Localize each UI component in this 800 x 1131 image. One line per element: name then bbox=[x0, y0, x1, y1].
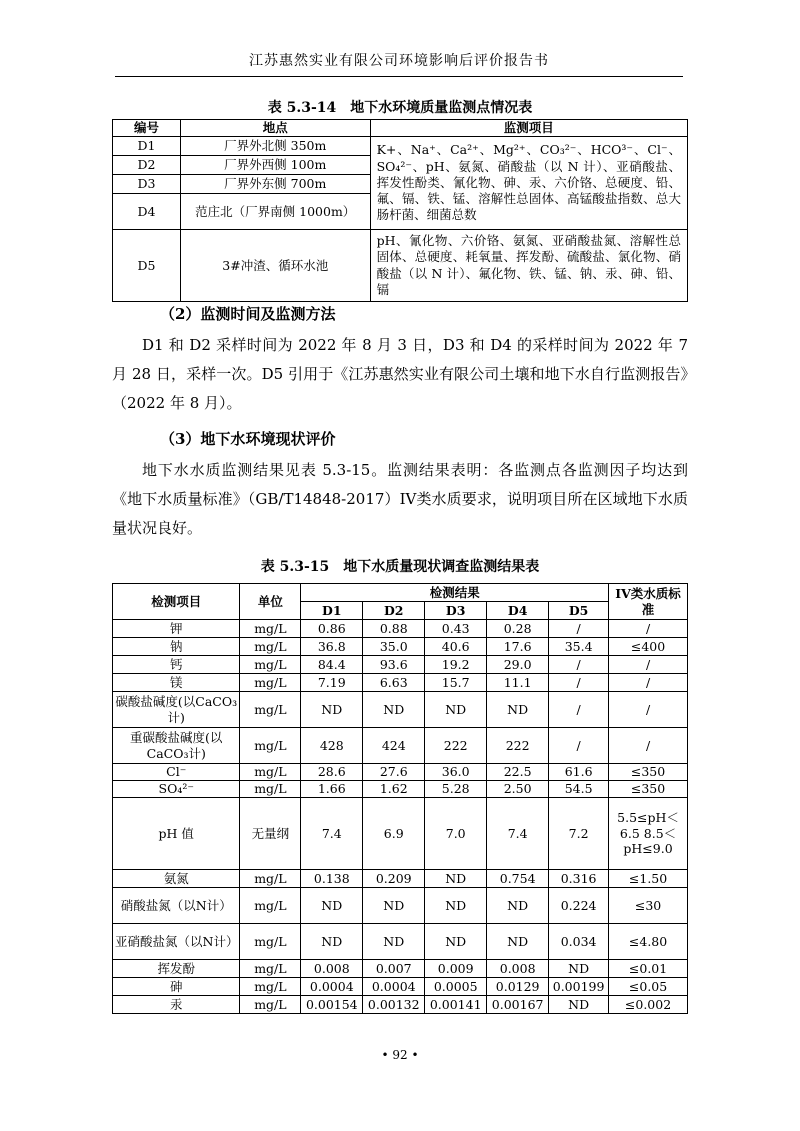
table2-cell-std: ≤1.50 bbox=[609, 870, 688, 888]
table2-cell-std: / bbox=[609, 728, 688, 764]
table2-cell-d3: 222 bbox=[425, 728, 487, 764]
table1-cell-id: D5 bbox=[113, 230, 181, 302]
table2-cell-d1: ND bbox=[301, 924, 363, 960]
table2-cell-d5: 7.2 bbox=[549, 798, 609, 870]
table2-cell-d1: 36.8 bbox=[301, 638, 363, 656]
table2-cell-std: / bbox=[609, 620, 688, 638]
table2-cell-std: ≤350 bbox=[609, 764, 688, 781]
table2-cell-unit: mg/L bbox=[240, 924, 301, 960]
table2-cell-d3: ND bbox=[425, 888, 487, 924]
table2-header-unit: 单位 bbox=[240, 584, 301, 620]
table2-cell-d3: 0.43 bbox=[425, 620, 487, 638]
table2-cell-d4: 0.0129 bbox=[487, 978, 549, 996]
table2-cell-d1: 0.0004 bbox=[301, 978, 363, 996]
table-row bbox=[113, 764, 688, 781]
table-row bbox=[113, 781, 688, 798]
table2-cell-d3: 15.7 bbox=[425, 674, 487, 692]
header-rule bbox=[115, 76, 683, 77]
table2-cell-d5: / bbox=[549, 728, 609, 764]
table2-cell-d3: 0.009 bbox=[425, 960, 487, 978]
table-row bbox=[113, 620, 688, 638]
table2-cell-unit: mg/L bbox=[240, 870, 301, 888]
table1-cell-location: 范庄北（厂界南侧 1000m） bbox=[180, 194, 370, 230]
table1-cell-location: 厂界外北侧 350m bbox=[180, 137, 370, 156]
table2-cell-d3: 0.0005 bbox=[425, 978, 487, 996]
table2-cell-std: 5.5≤pH＜6.5 8.5＜pH≤9.0 bbox=[609, 798, 688, 870]
table2-cell-item: 钙 bbox=[113, 656, 240, 674]
table2-cell-item: 汞 bbox=[113, 996, 240, 1014]
table2-cell-d1: 28.6 bbox=[301, 764, 363, 781]
table2-cell-item: 镁 bbox=[113, 674, 240, 692]
table2-cell-item: Cl⁻ bbox=[113, 764, 240, 781]
table2-cell-d2: ND bbox=[363, 924, 425, 960]
table2-cell-d1: 0.138 bbox=[301, 870, 363, 888]
table2-cell-item: 砷 bbox=[113, 978, 240, 996]
table2-cell-unit: mg/L bbox=[240, 960, 301, 978]
table-row bbox=[113, 960, 688, 978]
table2-cell-d2: 0.007 bbox=[363, 960, 425, 978]
table2-cell-d5: / bbox=[549, 620, 609, 638]
table2-cell-d2: ND bbox=[363, 692, 425, 728]
table2-cell-unit: 无量纲 bbox=[240, 798, 301, 870]
table2-cell-unit: mg/L bbox=[240, 638, 301, 656]
table2-cell-unit: mg/L bbox=[240, 888, 301, 924]
table2-cell-unit: mg/L bbox=[240, 996, 301, 1014]
table2-cell-d3: 40.6 bbox=[425, 638, 487, 656]
table2-cell-unit: mg/L bbox=[240, 674, 301, 692]
table2-cell-item: SO₄²⁻ bbox=[113, 781, 240, 798]
table2-cell-std: ≤0.05 bbox=[609, 978, 688, 996]
table2-cell-d3: 19.2 bbox=[425, 656, 487, 674]
table2-cell-d3: 7.0 bbox=[425, 798, 487, 870]
table2-header-d5: D5 bbox=[549, 602, 609, 620]
table2-cell-unit: mg/L bbox=[240, 764, 301, 781]
table2-cell-d5: ND bbox=[549, 960, 609, 978]
table2-cell-d2: 1.62 bbox=[363, 781, 425, 798]
table2-cell-unit: mg/L bbox=[240, 656, 301, 674]
table1-items-b: pH、氰化物、六价铬、氨氮、亚硝酸盐氮、溶解性总固体、总硬度、耗氧量、挥发酚、硫酸盐、氯化物、硝酸盐（以 N 计）、氟化物、铁、锰、钠、汞、砷、铅、镉 bbox=[370, 230, 687, 302]
table-row bbox=[113, 656, 688, 674]
table2-cell-d5: 0.034 bbox=[549, 924, 609, 960]
table2-cell-d4: 0.00167 bbox=[487, 996, 549, 1014]
table2-cell-d4: 2.50 bbox=[487, 781, 549, 798]
table2-cell-item: 挥发酚 bbox=[113, 960, 240, 978]
table-row bbox=[113, 996, 688, 1014]
table2-cell-d4: 11.1 bbox=[487, 674, 549, 692]
table2-cell-d5: / bbox=[549, 692, 609, 728]
table1-items-a: K+、Na⁺、Ca²⁺、Mg²⁺、CO₃²⁻、HCO³⁻、Cl⁻、SO₄²⁻、pH、氨氮、硝酸盐（以 N 计）、亚硝酸盐、挥发性酚类、氰化物、砷、汞、六价铬、总硬度、铅、氟、镉、铁、锰、溶解性总固体、高锰酸盐指数、总大肠杆菌、细菌总数 bbox=[370, 137, 687, 230]
table2-cell-d1: 0.00154 bbox=[301, 996, 363, 1014]
table-row bbox=[113, 692, 688, 728]
table2-cell-d4: 222 bbox=[487, 728, 549, 764]
table2-header-d1: D1 bbox=[301, 602, 363, 620]
table2-cell-d3: ND bbox=[425, 692, 487, 728]
table2-cell-d1: 7.19 bbox=[301, 674, 363, 692]
page-header: 江苏惠然实业有限公司环境影响后评价报告书 bbox=[249, 53, 549, 69]
table2-cell-item: 硝酸盐氮（以N计） bbox=[113, 888, 240, 924]
table2-cell-std: ≤400 bbox=[609, 638, 688, 656]
table2-cell-d5: 0.00199 bbox=[549, 978, 609, 996]
table2-cell-item: pH 值 bbox=[113, 798, 240, 870]
table2-cell-d1: ND bbox=[301, 888, 363, 924]
table2-header-item: 检测项目 bbox=[113, 584, 240, 620]
table2-cell-d5: 54.5 bbox=[549, 781, 609, 798]
table2-cell-std: ≤30 bbox=[609, 888, 688, 924]
table2-cell-d5: 61.6 bbox=[549, 764, 609, 781]
table2-cell-d2: 35.0 bbox=[363, 638, 425, 656]
table2-cell-d4: ND bbox=[487, 924, 549, 960]
table2-cell-d2: 0.209 bbox=[363, 870, 425, 888]
table2-header-d2: D2 bbox=[363, 602, 425, 620]
table1-header-items: 监测项目 bbox=[370, 120, 687, 137]
table1-cell-id: D3 bbox=[113, 175, 181, 194]
table-row bbox=[113, 870, 688, 888]
table2-cell-d1: ND bbox=[301, 692, 363, 728]
table2-cell-d2: ND bbox=[363, 888, 425, 924]
page-number: • 92 • bbox=[381, 1048, 419, 1062]
table2-cell-d2: 6.9 bbox=[363, 798, 425, 870]
table2-cell-d1: 428 bbox=[301, 728, 363, 764]
table2-cell-d1: 84.4 bbox=[301, 656, 363, 674]
table2-cell-d2: 424 bbox=[363, 728, 425, 764]
section2-title: （2）监测时间及监测方法 bbox=[160, 305, 336, 323]
table2-cell-item: 钾 bbox=[113, 620, 240, 638]
table2-cell-std: ≤4.80 bbox=[609, 924, 688, 960]
table2-cell-d4: 0.28 bbox=[487, 620, 549, 638]
table2-cell-item: 重碳酸盐碱度(以CaCO₃计) bbox=[113, 728, 240, 764]
table-row bbox=[113, 798, 688, 870]
table2-cell-unit: mg/L bbox=[240, 692, 301, 728]
section2-paragraph: D1 和 D2 采样时间为 2022 年 8 月 3 日，D3 和 D4 的采样时间为 2022 年 7 月 28 日，采样一次。D5 引用于《江苏惠然实业有限公司土壤和地下水自行监测报告》（2022 年 8 月）。 bbox=[112, 336, 688, 412]
table-row bbox=[113, 924, 688, 960]
table2-cell-item: 钠 bbox=[113, 638, 240, 656]
table2-header-standard: IV类水质标准 bbox=[609, 584, 688, 620]
table2-cell-d3: ND bbox=[425, 924, 487, 960]
table1-header-location: 地点 bbox=[180, 120, 370, 137]
monitoring-points-table bbox=[112, 119, 688, 302]
table-row bbox=[113, 728, 688, 764]
table2-cell-d3: ND bbox=[425, 870, 487, 888]
table1-cell-id: D2 bbox=[113, 156, 181, 175]
table2-cell-d4: ND bbox=[487, 692, 549, 728]
table2-cell-unit: mg/L bbox=[240, 620, 301, 638]
table2-cell-d5: 0.224 bbox=[549, 888, 609, 924]
table2-cell-d4: 7.4 bbox=[487, 798, 549, 870]
table2-cell-std: / bbox=[609, 656, 688, 674]
table2-cell-d4: 0.754 bbox=[487, 870, 549, 888]
table2-cell-unit: mg/L bbox=[240, 978, 301, 996]
table2-cell-item: 亚硝酸盐氮（以N计） bbox=[113, 924, 240, 960]
table2-cell-d5: / bbox=[549, 674, 609, 692]
table-row bbox=[113, 638, 688, 656]
table2-header-d4: D4 bbox=[487, 602, 549, 620]
table2-cell-d2: 93.6 bbox=[363, 656, 425, 674]
table2-cell-item: 氨氮 bbox=[113, 870, 240, 888]
table2-cell-d2: 0.88 bbox=[363, 620, 425, 638]
table2-cell-d1: 0.008 bbox=[301, 960, 363, 978]
section3-title: （3）地下水环境现状评价 bbox=[160, 430, 336, 448]
table2-cell-std: ≤0.01 bbox=[609, 960, 688, 978]
table1-cell-location: 3#冲渣、循环水池 bbox=[180, 230, 370, 302]
table-row bbox=[113, 978, 688, 996]
table2-cell-d4: ND bbox=[487, 888, 549, 924]
results-table bbox=[112, 583, 688, 1014]
table1-cell-location: 厂界外西侧 100m bbox=[180, 156, 370, 175]
section3-paragraph: 地下水水质监测结果见表 5.3-15。监测结果表明：各监测点各监测因子均达到《地下水质量标准》（GB/T14848-2017）IV类水质要求，说明项目所在区域地下水质量状况良好。 bbox=[112, 461, 688, 537]
table-row bbox=[113, 674, 688, 692]
table2-cell-d3: 5.28 bbox=[425, 781, 487, 798]
table2-cell-unit: mg/L bbox=[240, 728, 301, 764]
table2-cell-d4: 0.008 bbox=[487, 960, 549, 978]
table2-cell-std: / bbox=[609, 692, 688, 728]
table1-cell-id: D1 bbox=[113, 137, 181, 156]
table2-cell-d1: 1.66 bbox=[301, 781, 363, 798]
table2-cell-d3: 36.0 bbox=[425, 764, 487, 781]
table2-cell-d2: 0.0004 bbox=[363, 978, 425, 996]
table1-caption: 表 5.3-14 地下水环境质量监测点情况表 bbox=[267, 100, 533, 116]
table2-cell-d3: 0.00141 bbox=[425, 996, 487, 1014]
table2-cell-d1: 7.4 bbox=[301, 798, 363, 870]
table-row bbox=[113, 888, 688, 924]
table2-caption: 表 5.3-15 地下水质量现状调查监测结果表 bbox=[260, 559, 540, 575]
table1-cell-location: 厂界外东侧 700m bbox=[180, 175, 370, 194]
table2-cell-std: ≤0.002 bbox=[609, 996, 688, 1014]
table2-cell-unit: mg/L bbox=[240, 781, 301, 798]
table2-cell-d5: ND bbox=[549, 996, 609, 1014]
table2-cell-d5: / bbox=[549, 656, 609, 674]
table2-cell-std: / bbox=[609, 674, 688, 692]
table2-cell-d2: 0.00132 bbox=[363, 996, 425, 1014]
table2-cell-d4: 17.6 bbox=[487, 638, 549, 656]
table2-cell-item: 碳酸盐碱度(以CaCO₃计) bbox=[113, 692, 240, 728]
table2-header-d3: D3 bbox=[425, 602, 487, 620]
table2-cell-d2: 6.63 bbox=[363, 674, 425, 692]
table2-cell-d1: 0.86 bbox=[301, 620, 363, 638]
table2-cell-d2: 27.6 bbox=[363, 764, 425, 781]
table2-cell-std: ≤350 bbox=[609, 781, 688, 798]
table2-header-results: 检测结果 bbox=[301, 584, 609, 602]
table2-cell-d5: 35.4 bbox=[549, 638, 609, 656]
table1-header-id: 编号 bbox=[113, 120, 181, 137]
table2-cell-d4: 22.5 bbox=[487, 764, 549, 781]
table2-cell-d5: 0.316 bbox=[549, 870, 609, 888]
table2-cell-d4: 29.0 bbox=[487, 656, 549, 674]
table1-cell-id: D4 bbox=[113, 194, 181, 230]
